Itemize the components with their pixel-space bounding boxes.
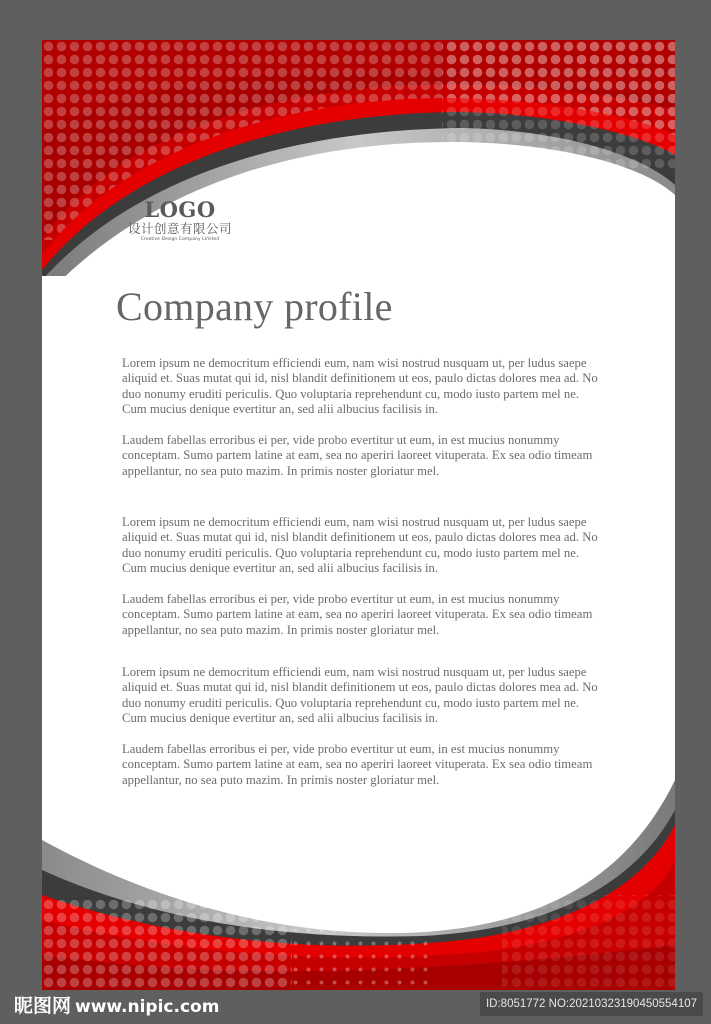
letterhead-page [42, 40, 675, 990]
body-paragraph: Lorem ipsum ne democritum efficiendi eum, nam wisi nostrud nusquam ut, per ludus saepe aliquid et. Suas mutat qui id, nisl blandit definitionem ut eos, paulo dictas dolores mea ad. No duo nonumy eruditi periculis. Quo voluptaria reprehendunt cu, modo iusto partem mel ne. Cum mucius denique evertitur an, sed alii albucius facilisis in. [122, 665, 598, 726]
top-swoosh [42, 40, 675, 316]
logo-mark: LOGO [144, 197, 216, 222]
body-paragraph: Lorem ipsum ne democritum efficiendi eum, nam wisi nostrud nusquam ut, per ludus saepe aliquid et. Suas mutat qui id, nisl blandit definitionem ut eos, paulo dictas dolores mea ad. No duo nonumy eruditi periculis. Quo voluptaria reprehendunt cu, modo iusto partem mel ne. Cum mucius denique evertitur an, sed alii albucius facilisis in. [122, 515, 598, 576]
page-title: Company profile [116, 284, 393, 329]
body-paragraph: Laudem fabellas erroribus ei per, vide probo evertitur ut eum, in est mucius nonummy conceptam. Sumo partem latine at eam, sea no aperiri laoreet vituperata. Ex sea odio timeam appellantur, no sea puto mazim. In primis noster gloriatur mel. [122, 742, 593, 787]
body-paragraph: Laudem fabellas erroribus ei per, vide probo evertitur ut eum, in est mucius nonummy conceptam. Sumo partem latine at eam, sea no aperiri laoreet vituperata. Ex sea odio timeam appellantur, no sea puto mazim. In primis noster gloriatur mel. [122, 433, 593, 478]
site-name-cn: 昵图网 [14, 995, 72, 1017]
image-id-badge: ID:8051772 NO:20210323190450554107 [480, 992, 703, 1016]
company-name-en: Creative Design Company Limited [140, 237, 220, 242]
body-paragraph: Lorem ipsum ne democritum efficiendi eum, nam wisi nostrud nusquam ut, per ludus saepe aliquid et. Suas mutat qui id, nisl blandit definitionem ut eos, paulo dictas dolores mea ad. No duo nonumy eruditi periculis. Quo voluptaria reprehendunt cu, modo iusto partem mel ne. Cum mucius denique evertitur an, sed alii albucius facilisis in. [122, 356, 598, 417]
company-logo [118, 198, 242, 243]
company-name-cn: 设计创意有限公司 [127, 221, 232, 236]
body-paragraph: Laudem fabellas erroribus ei per, vide probo evertitur ut eum, in est mucius nonummy conceptam. Sumo partem latine at eam, sea no aperiri laoreet vituperata. Ex sea odio timeam appellantur, no sea puto mazim. In primis noster gloriatur mel. [122, 592, 593, 637]
watermark-footer [0, 990, 711, 1024]
site-url: www.nipic.com [75, 997, 220, 1017]
site-watermark [14, 994, 219, 1019]
